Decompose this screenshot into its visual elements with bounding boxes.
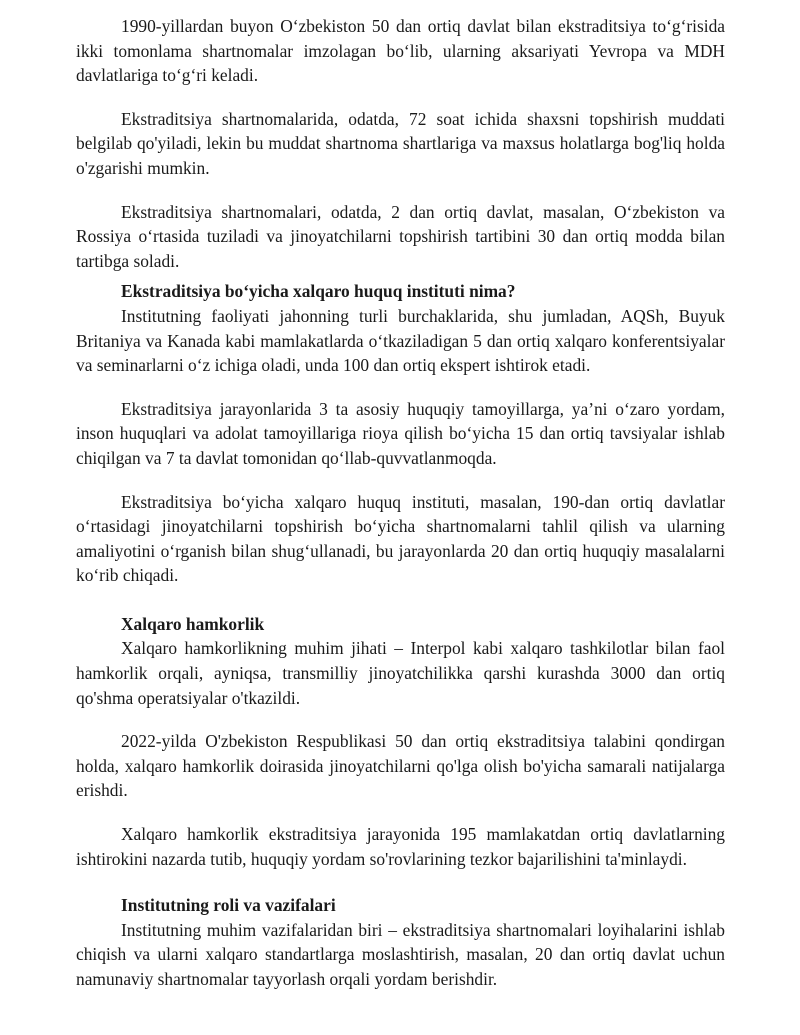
- paragraph: 1990-yillardan buyon O‘zbekiston 50 dan ortiq davlat bilan ekstraditsiya to‘g‘risida ikki tomonlama shartnomalar imzolagan bo‘lib, ularning aksariyati Yevropa va MDH davlatlariga to‘g‘ri keladi.: [76, 16, 725, 86]
- paragraph: Institutning muhim vazifalaridan biri – ekstraditsiya shartnomalari loyihalarini ishlab chiqish va ularni xalqaro standartlarga moslashtirish, masalan, 20 dan ortiq davlat uchun namunaviy shartnomalar tayyorlash orqali yordam berishdir.: [76, 919, 725, 989]
- paragraph: Ekstraditsiya jarayonlarida 3 ta asosiy huquqiy tamoyillarga, ya’ni o‘zaro yordam, inson huquqlari va adolat tamoyillariga rioya qilish bo‘yicha 15 dan ortiq tavsiyalar ishlab chiqilgan va 7 ta davlat tomonidan qo‘llab-quvvatlanmoqda.: [76, 398, 725, 468]
- document-page: [76, 14, 725, 992]
- paragraph: Ekstraditsiya shartnomalarida, odatda, 72 soat ichida shaxsni topshirish muddati belgilab qo'yiladi, lekin bu muddat shartnoma shartlariga va maxsus holatlarga bog'liq holda o'zgarishi mumkin.: [76, 108, 725, 178]
- paragraph: 2022-yilda O'zbekiston Respublikasi 50 dan ortiq ekstraditsiya talabini qondirgan holda, xalqaro hamkorlik doirasida jinoyatchilarni qo'lga olish bo'yicha samarali natijalarga erishdi.: [76, 731, 725, 801]
- section-heading-role: Institutning roli va vazifalari: [121, 895, 336, 916]
- paragraph: Xalqaro hamkorlik ekstraditsiya jarayonida 195 mamlakatdan ortiq davlatlarning ishtirokini nazarda tutib, huquqiy yordam so'rovlarining tezkor bajarilishini ta'minlaydi.: [76, 824, 725, 869]
- paragraph: Xalqaro hamkorlikning muhim jihati – Interpol kabi xalqaro tashkilotlar bilan faol hamkorlik orqali, ayniqsa, transmilliy jinoyatchilikka qarshi kurashda 3000 dan ortiq qo'shma operatsiyalar o'tkazildi.: [76, 638, 725, 708]
- paragraph: Ekstraditsiya shartnomalari, odatda, 2 dan ortiq davlat, masalan, O‘zbekiston va Rossiya o‘rtasida tuziladi va jinoyatchilarni topshirish tartibini 30 dan ortiq modda bilan tartibga soladi.: [76, 201, 725, 271]
- paragraph: Ekstraditsiya bo‘yicha xalqaro huquq instituti, masalan, 190-dan ortiq davlatlar o‘rtasidagi jinoyatchilarni topshirish bo‘yicha shartnomalarni tahlil qilish va ularning amaliyotini o‘rganish bilan shug‘ullanadi, bu jarayonlarda 20 dan ortiq huquqiy masalalarni ko‘rib chiqadi.: [76, 491, 725, 586]
- paragraph: Institutning faoliyati jahonning turli burchaklarida, shu jumladan, AQSh, Buyuk Britaniya va Kanada kabi mamlakatlarda o‘tkaziladigan 5 dan ortiq xalqaro konferentsiyalar va seminarlarni o‘z ichiga oladi, unda 100 dan ortiq ekspert ishtirok etadi.: [76, 305, 725, 376]
- section-heading-cooperation: Xalqaro hamkorlik: [121, 613, 265, 634]
- section-heading-institute: Ekstraditsiya bo‘yicha xalqaro huquq instituti nima?: [121, 281, 516, 302]
